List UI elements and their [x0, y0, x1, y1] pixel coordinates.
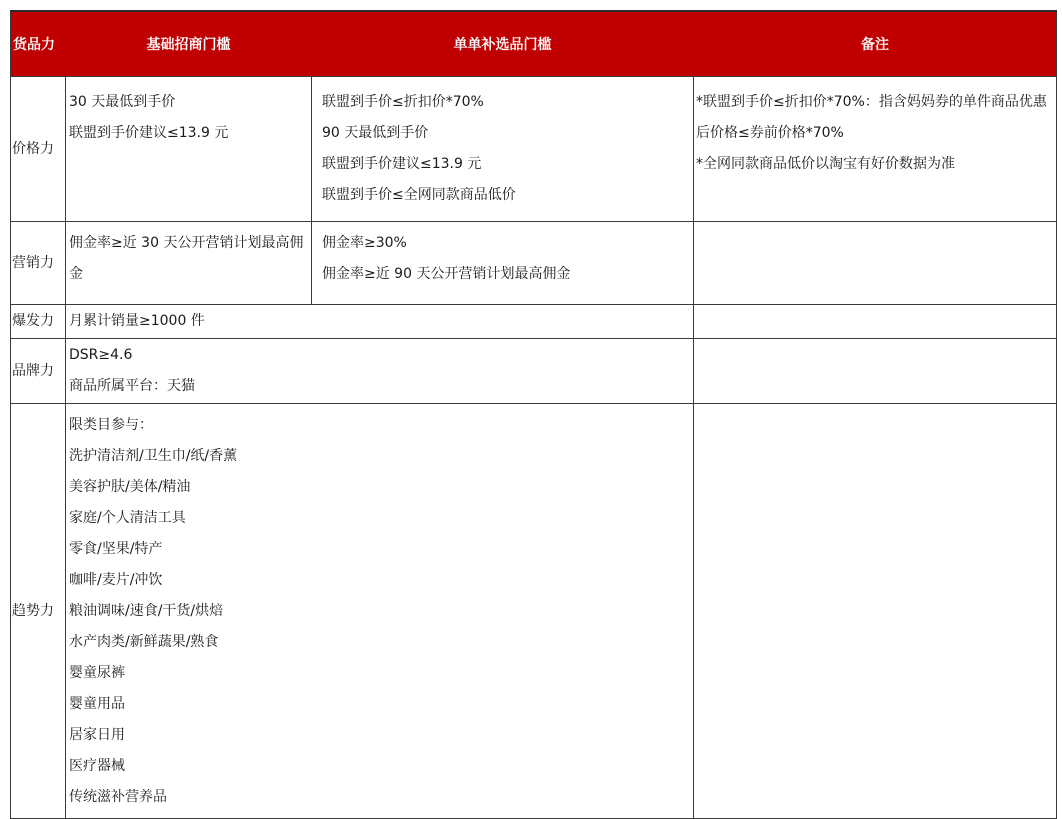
category-line: 零食/坚果/特产 [69, 541, 163, 557]
category-line: 水产肉类/新鲜蔬果/熟食 [69, 634, 219, 650]
brand-merged-cell [66, 339, 694, 404]
header-product-power: 货品力 [11, 11, 66, 77]
cell-line: 佣金率≥近 30 天公开营销计划最高佣金 [69, 235, 304, 282]
table-row-marketing [11, 222, 1057, 305]
category-line: 限类目参与： [69, 417, 153, 433]
criteria-table-container [10, 10, 1056, 819]
category-line: 医疗器械 [69, 758, 125, 774]
category-line: 居家日用 [69, 727, 125, 743]
burst-notes-cell [694, 305, 1057, 339]
category-line: 家庭/个人清洁工具 [69, 510, 186, 526]
cell-line: DSR≥4.6 [69, 347, 133, 363]
trend-notes-cell [694, 404, 1057, 819]
header-basic-threshold: 基础招商门槛 [66, 11, 312, 77]
row-label-marketing: 营销力 [11, 222, 66, 305]
note-line: *全网同款商品低价以淘宝有好价数据为准 [696, 156, 955, 172]
brand-notes-cell [694, 339, 1057, 404]
category-line: 婴童尿裤 [69, 665, 125, 681]
table-row-burst [11, 305, 1057, 339]
price-basic-cell [66, 77, 312, 222]
cell-line: 佣金率≥30% [322, 235, 407, 251]
trend-merged-cell [66, 404, 694, 819]
cell-line: 月累计销量≥1000 件 [69, 313, 205, 329]
category-line: 粮油调味/速食/干货/烘焙 [69, 603, 224, 619]
row-label-price: 价格力 [11, 77, 66, 222]
criteria-table [10, 10, 1057, 819]
header-row [11, 11, 1057, 77]
table-row-price [11, 77, 1057, 222]
marketing-single-cell [312, 222, 694, 305]
cell-line: 商品所属平台：天猫 [69, 378, 195, 394]
price-notes-cell [694, 77, 1057, 222]
cell-line: 联盟到手价≤全网同款商品低价 [322, 187, 516, 203]
category-line: 咖啡/麦片/冲饮 [69, 572, 163, 588]
cell-line: 联盟到手价建议≤13.9 元 [322, 156, 482, 172]
burst-merged-cell [66, 305, 694, 339]
category-line: 美容护肤/美体/精油 [69, 479, 191, 495]
cell-line: 联盟到手价≤折扣价*70% [322, 94, 484, 110]
marketing-notes-cell [694, 222, 1057, 305]
table-row-brand [11, 339, 1057, 404]
cell-line: 佣金率≥近 90 天公开营销计划最高佣金 [322, 266, 571, 282]
price-single-cell [312, 77, 694, 222]
category-line: 传统滋补营养品 [69, 789, 167, 805]
row-label-brand: 品牌力 [11, 339, 66, 404]
category-line: 婴童用品 [69, 696, 125, 712]
marketing-basic-cell [66, 222, 312, 305]
header-notes: 备注 [694, 11, 1057, 77]
header-single-threshold: 单单补选品门槛 [312, 11, 694, 77]
note-line: *联盟到手价≤折扣价*70%：指含妈妈券的单件商品优惠后价格≤券前价格*70% [696, 94, 1047, 141]
table-row-trend [11, 404, 1057, 819]
cell-line: 90 天最低到手价 [322, 125, 429, 141]
row-label-trend: 趋势力 [11, 404, 66, 819]
row-label-burst: 爆发力 [11, 305, 66, 339]
cell-line: 联盟到手价建议≤13.9 元 [69, 125, 229, 141]
cell-line: 30 天最低到手价 [69, 94, 176, 110]
category-line: 洗护清洁剂/卫生巾/纸/香薰 [69, 448, 238, 464]
